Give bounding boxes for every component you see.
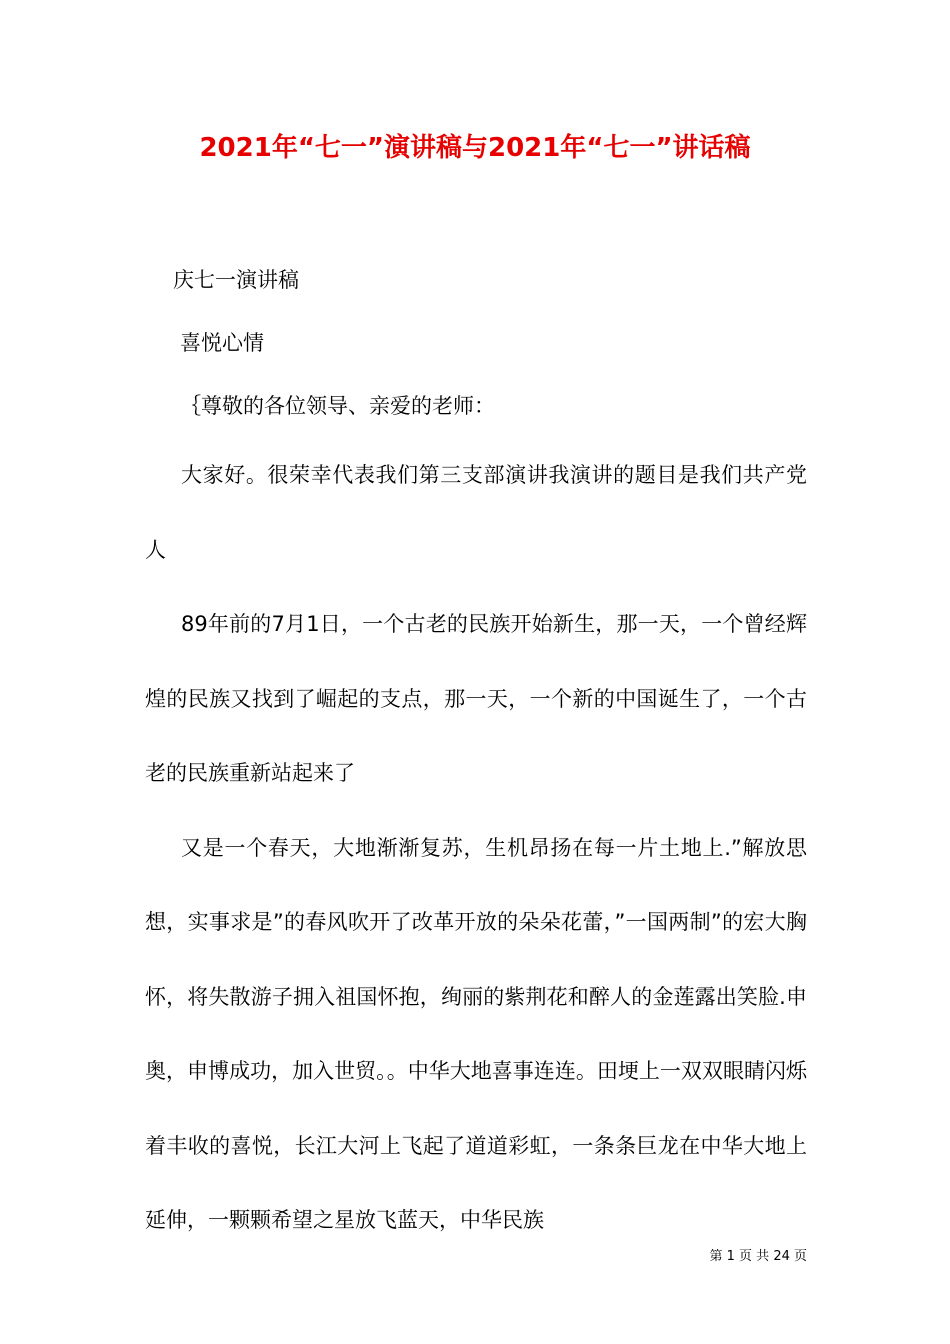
body-paragraph: 又是一个春天，大地渐渐复苏，生机昂扬在每一片土地上.”解放思想，实事求是”的春风吹开了改革开放的朵朵花蕾，”一国两制”的宏大胸怀，将失散游子拥入祖国怀抱，绚丽的紫荆花和醉人的金莲露出笑脸.申奥，申博成功，加入世贸。。中华大地喜事连连。田埂上一双双眼睛闪烁着丰收的喜悦，长江大河上飞起了道道彩虹，一条条巨龙在中华大地上延伸，一颗颗希望之星放飞蓝天，中华民族 xyxy=(145,835,807,1232)
document-title: 2021年“七一”演讲稿与2021年“七一”讲话稿 xyxy=(199,133,751,163)
body-paragraph: 大家好。很荣幸代表我们第三支部演讲我演讲的题目是我们共产党人 xyxy=(145,463,807,562)
speech-subtitle: 喜悦心情 xyxy=(180,331,264,355)
section-heading: 庆七一演讲稿 xyxy=(173,268,299,292)
salutation: ｛尊敬的各位领导、亲爱的老师： xyxy=(180,394,495,418)
body-paragraph: 89年前的7月1日，一个古老的民族开始新生，那一天，一个曾经辉煌的民族又找到了崛起的支点，那一天，一个新的中国诞生了，一个古老的民族重新站起来了 xyxy=(145,612,807,785)
page-number: 第 1 页 共 24 页 xyxy=(709,1249,807,1264)
document-body xyxy=(145,249,807,1258)
